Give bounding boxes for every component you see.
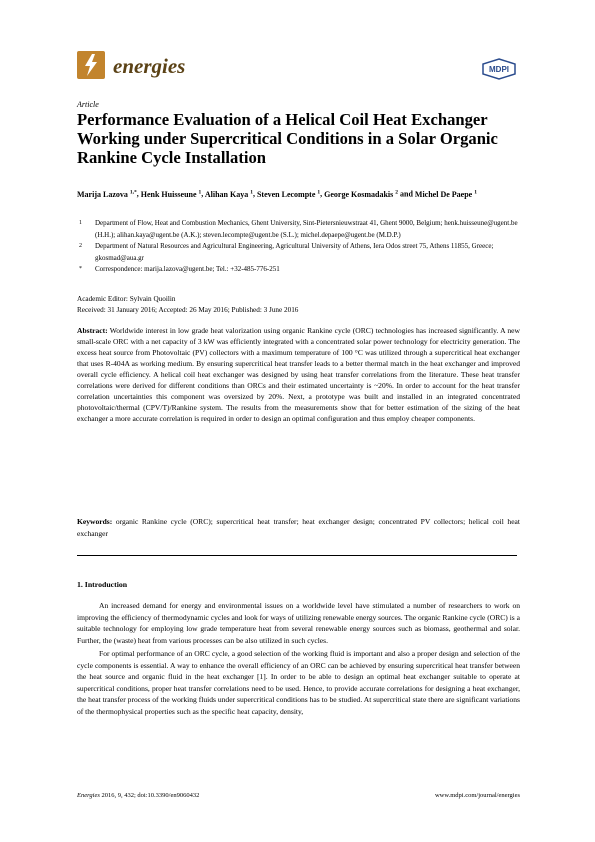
body-text bbox=[77, 600, 520, 719]
author[interactable]: Marija Lazova $^{1,*}$ bbox=[77, 189, 137, 199]
affiliations bbox=[77, 218, 527, 276]
author[interactable]: Alihan Kaya $^1$ bbox=[204, 189, 253, 199]
footer-url[interactable]: www.mdpi.com/journal/energies bbox=[434, 792, 520, 799]
keywords-label: Keywords: bbox=[77, 517, 113, 526]
mdpi-logo-icon bbox=[481, 58, 517, 80]
affiliation-item: 2 Department of Natural Resources and Agricultural Engineering, Agricultural University of Athens, Iera Odos street 75, Athens 11855, Greece; gkosmad@aua.gr bbox=[79, 242, 494, 262]
keywords bbox=[77, 516, 520, 540]
footer-citation: Energies 2016, 9, 432; doi:10.3390/en9060432 bbox=[77, 792, 200, 799]
author[interactable]: George Kosmadakis $^2$ bbox=[324, 189, 398, 199]
author[interactable]: Michel De Paepe $^1$ bbox=[414, 189, 477, 199]
correspondence: * Correspondence: marija.lazova@ugent.be; Tel.: +32-485-776-251 bbox=[79, 265, 280, 273]
keywords-text: organic Rankine cycle (ORC); supercritical heat transfer; heat exchanger design; concentrated PV collectors; helical coil heat exchanger bbox=[77, 517, 520, 538]
section-heading: 1. Introduction bbox=[77, 580, 128, 589]
journal-name[interactable]: energies bbox=[113, 54, 186, 78]
publication-dates: Received: 31 January 2016; Accepted: 26 May 2016; Published: 3 June 2016 bbox=[77, 306, 299, 314]
section-divider bbox=[77, 555, 517, 556]
abstract bbox=[77, 325, 520, 424]
article-type: Article bbox=[77, 100, 99, 109]
abstract-text: Worldwide interest in low grade heat valorization using organic Rankine cycle (ORC) technologies has increased significantly. A new small-scale ORC with a net capacity of 3 kW was efficiently integrated with a concentrated solar power technology for electricity generation. The excess heat source from Photovoltaic (PV) collectors with a maximum temperature of 100 °C was utilized through a supercritical heat exchanger that uses R-404A as working medium. By ensuring supercritical heat transfer leads to a better thermal match in the heat exchanger and improved overall cycle efficiency. A helical coil heat exchanger was designed by using heat transfer correlations from the literature. These heat transfer correlations were derived for different conditions than ORCs and their estimated uncertainty is ~20%. In order to account for the heat transfer correlation uncertainties this component was oversized by 20%. Next, a prototype was built and installed in an integrated concentrated photovoltaic/thermal (CPV/T)/Rankine system. The results from the measurements show that for better estimation of the sizing of the heat exchanger a more accurate correlation is required in order to design an optimal configuration and thus employ cheaper components. bbox=[77, 326, 520, 424]
publication-info bbox=[77, 294, 527, 316]
paragraph: For optimal performance of an ORC cycle, a good selection of the working fluid is important and also a proper design and selection of the cycle components is essential. A way to enhance the overall efficiency of an ORC can be achieved by ensuring supercritical heat transfer between the heat source and organic fluid in the heat exchanger [1]. In order to be able to design an optimal heat exchanger suitable to operate at supercritical conditions, proper heat transfer correlations need to be used. Hence, to provide accurate correlations for designing a heat exchanger, the heat transfer process of the working fluids under supercritical conditions has to be studied. At supercritical state there are significant variations of the thermophysical properties such as the specific heat capacity, density, bbox=[77, 649, 520, 716]
journal-logo bbox=[77, 51, 105, 79]
abstract-label: Abstract: bbox=[77, 326, 108, 335]
mdpi-logo[interactable] bbox=[481, 58, 517, 80]
academic-editor: Academic Editor: Sylvain Quoilin bbox=[77, 295, 176, 303]
author[interactable]: Steven Lecompte $^1$ bbox=[256, 189, 321, 199]
author[interactable]: Henk Huisseune $^1$ bbox=[140, 189, 202, 199]
author-list: Marija Lazova $^{1,*}$, Henk Huisseune $^1$, Alihan Kaya $^1$, Steven Lecompte $^1$, George Kosmadakis $^2$ and Michel De Paepe $^1$ bbox=[77, 189, 477, 199]
paragraph: An increased demand for energy and environmental issues on a worldwide level have stimulated a number of researchers to work on improving the efficiency of thermodynamic cycles and look for ways of utilizing renewable energy sources. The organic Rankine cycle (ORC) is a suitable technology for employing low grade temperature heat from several renewable energy sources such as biomass, geothermal and solar. Further, the (waste) heat from various processes can be also utilized in such cycles. bbox=[77, 601, 520, 645]
paper-title: Performance Evaluation of a Helical Coil Heat Exchanger Working under Supercritical Conditions in a Solar Organic Rankine Cycle Installation bbox=[77, 110, 498, 167]
affiliation-item: 1 Department of Flow, Heat and Combustion Mechanics, Ghent University, Sint-Pietersnieuwstraat 41, Ghent 9000, Belgium; henk.huisseune@ugent.be (H.H.); alihan.kaya@ugent.be (A.K.); steven.lecompte@ugent.be (S.L.); michel.depaepe@ugent.be (M.D.P.) bbox=[79, 219, 518, 239]
lightning-icon bbox=[77, 51, 105, 79]
svg-text:MDPI: MDPI bbox=[489, 65, 509, 74]
